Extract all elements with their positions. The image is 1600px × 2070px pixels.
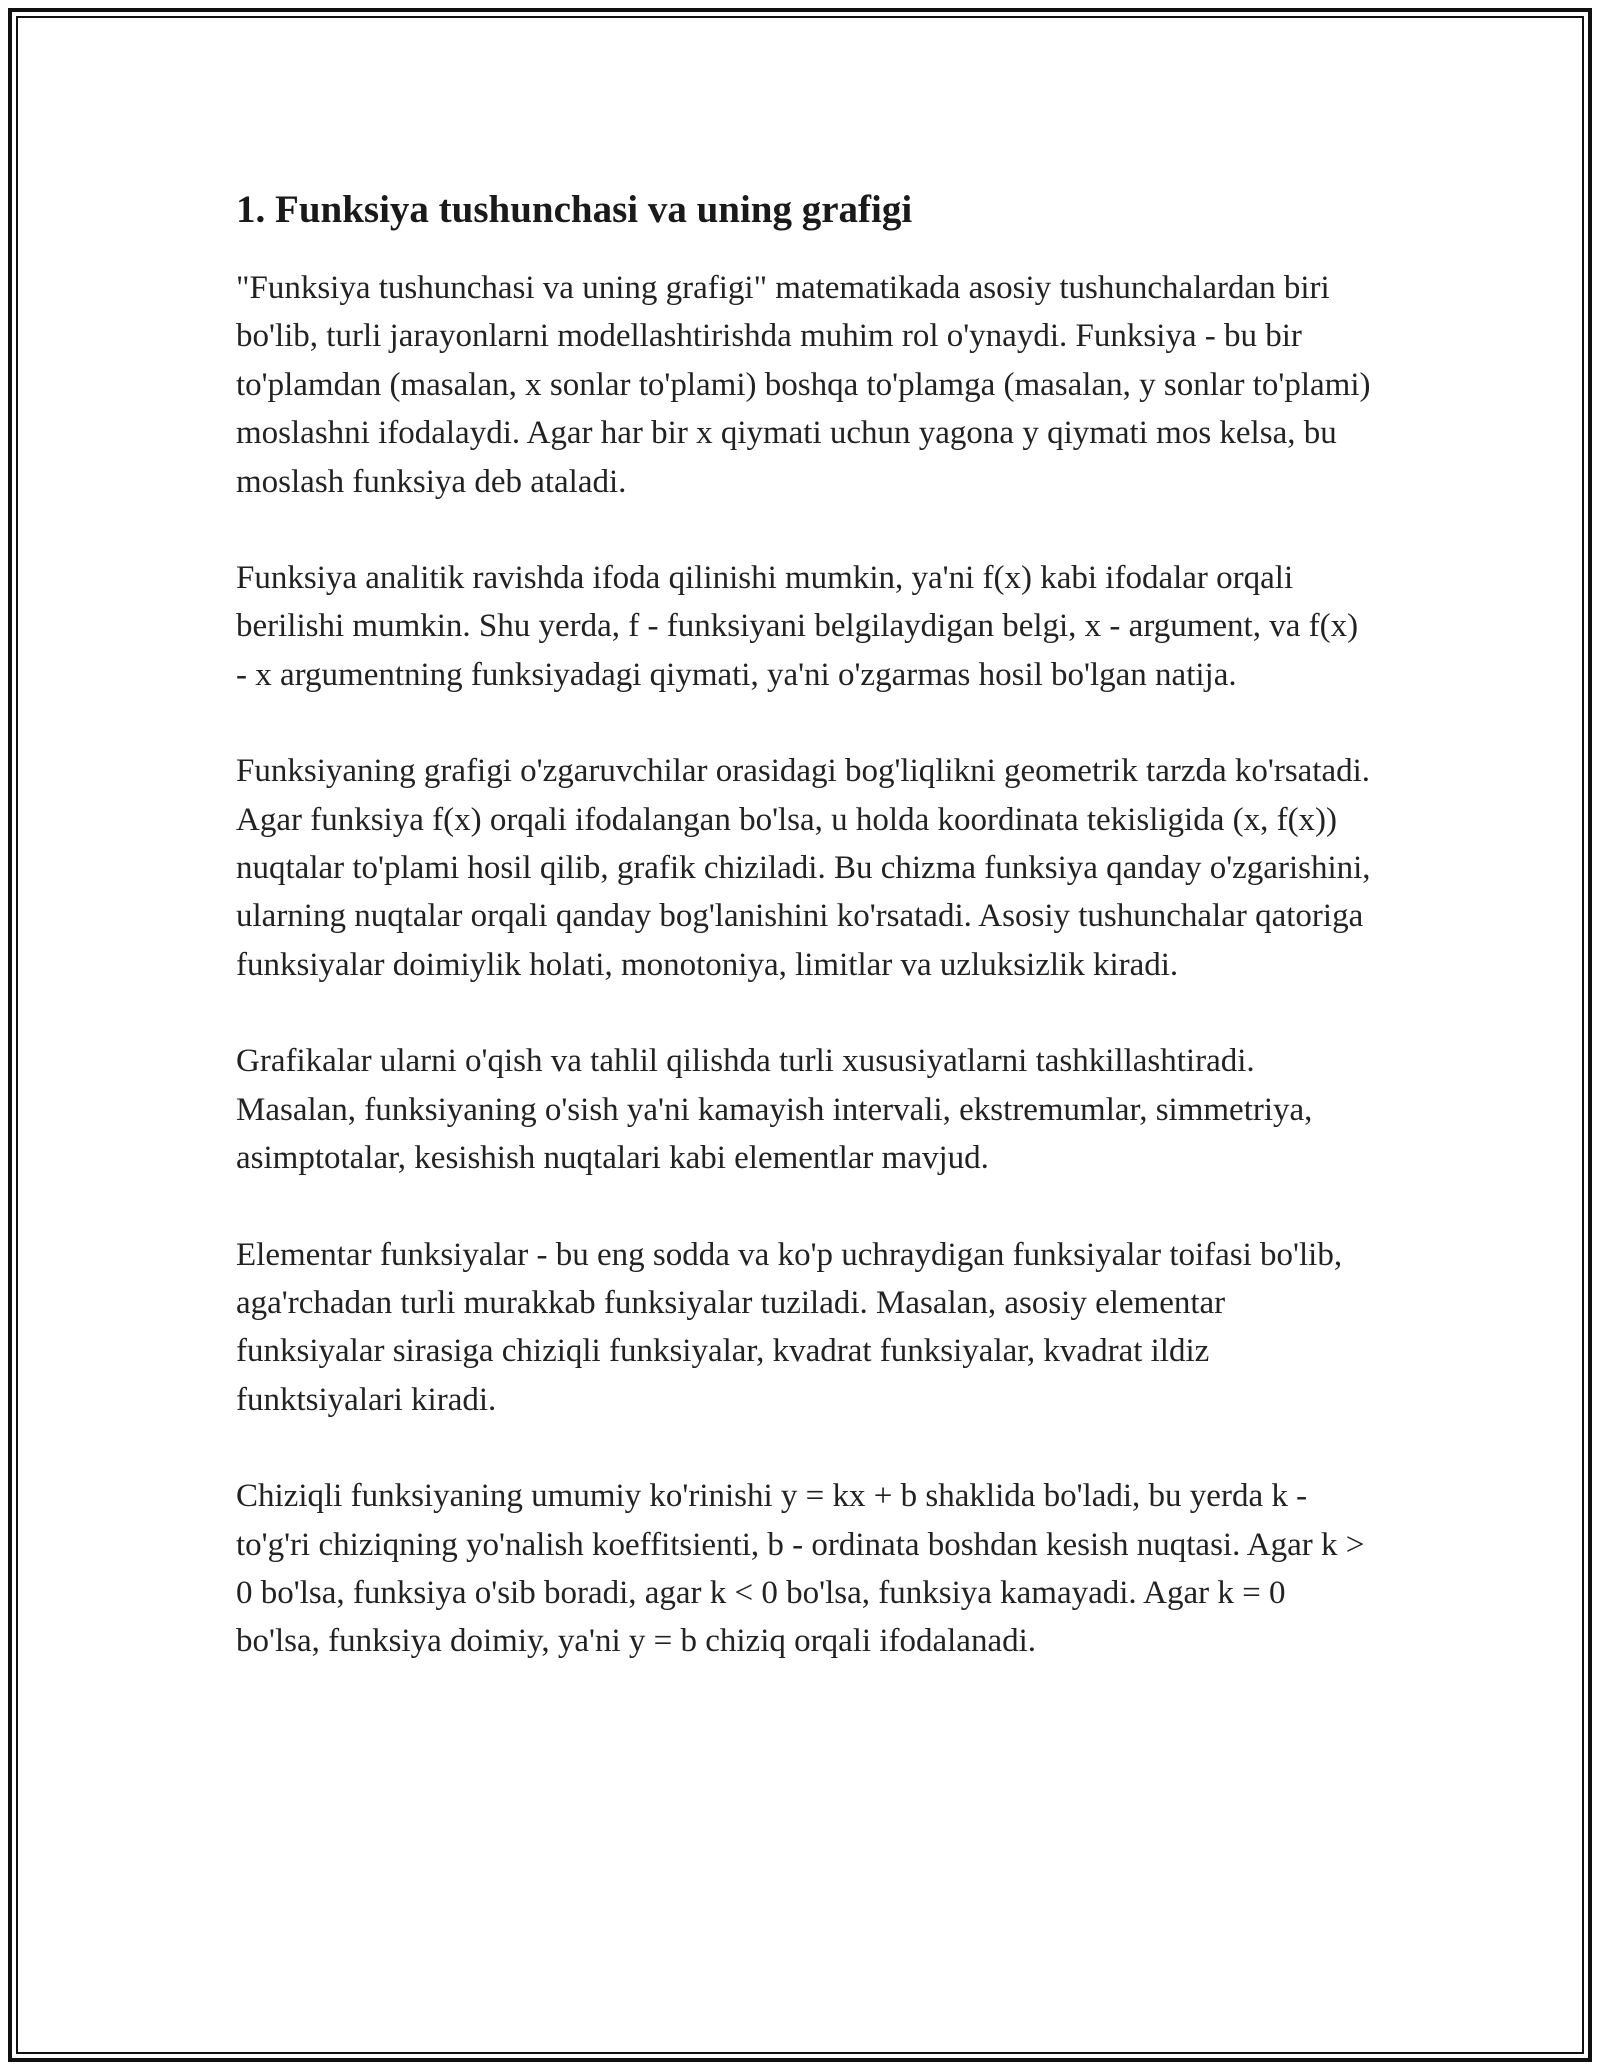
paragraph-3: Funksiyaning grafigi o'zgaruvchilar orasidagi bog'liqlikni geometrik tarzda ko'rsatadi. Agar funksiya f(x) orqali ifodalangan bo'lsa, u holda koordinata tekisligida (x, f(x)) nuqtalar to'plami hosil qilib, grafik chiziladi. Bu chizma funksiya qanday o'zgarishini, ularning nuqtalar orqali qanday bog'lanishini ko'rsatadi. Asosiy tushunchalar qatoriga funksiyalar doimiylik holati, monotoniya, limitlar va uzluksizlik kiradi. xyxy=(236,753,1371,983)
paragraph-4: Grafikalar ularni o'qish va tahlil qilishda turli xususiyatlarni tashkillashtiradi. Masalan, funksiyaning o'sish ya'ni kamayish intervali, ekstremumlar, simmetriya, asimptotalar, kesishish nuqtalari kabi elementlar mavjud. xyxy=(236,1043,1313,1177)
document-body xyxy=(236,185,1376,1714)
document-title: 1. Funksiya tushunchasi va uning grafigi xyxy=(236,188,913,231)
paragraph-5: Elementar funksiyalar - bu eng sodda va ko'p uchraydigan funksiyalar toifasi bo'lib, aga'rchadan turli murakkab funksiyalar tuziladi. Masalan, asosiy elementar funksiyalar sirasiga chiziqli funksiyalar, kvadrat funksiyalar, kvadrat ildiz funktsiyalari kiradi. xyxy=(236,1236,1343,1418)
paragraph-2: Funksiya analitik ravishda ifoda qilinishi mumkin, ya'ni f(x) kabi ifodalar orqali berilishi mumkin. Shu yerda, f - funksiyani belgilaydigan belgi, x - argument, va f(x) - x argumentning funksiyadagi qiymati, ya'ni o'zgarmas hosil bo'lgan natija. xyxy=(236,560,1359,693)
paragraph-6: Chiziqli funksiyaning umumiy ko'rinishi y = kx + b shaklida bo'ladi, bu yerda k - to'g'ri chiziqning yo'nalish koeffitsienti, b - ordinata boshdan kesish nuqtasi. Agar k > 0 bo'lsa, funksiya o'sib boradi, agar k < 0 bo'lsa, funksiya kamayadi. Agar k = 0 bo'lsa, funksiya doimiy, ya'ni y = b chiziq orqali ifodalanadi. xyxy=(236,1478,1365,1660)
paragraph-1: "Funksiya tushunchasi va uning grafigi" matematikada asosiy tushunchalardan biri bo'lib, turli jarayonlarni modellashtirishda muhim rol o'ynaydi. Funksiya - bu bir to'plamdan (masalan, x sonlar to'plami) boshqa to'plamga (masalan, y sonlar to'plami) moslashni ifodalaydi. Agar har bir x qiymati uchun yagona y qiymati mos kelsa, bu moslash funksiya deb ataladi. xyxy=(236,270,1371,500)
